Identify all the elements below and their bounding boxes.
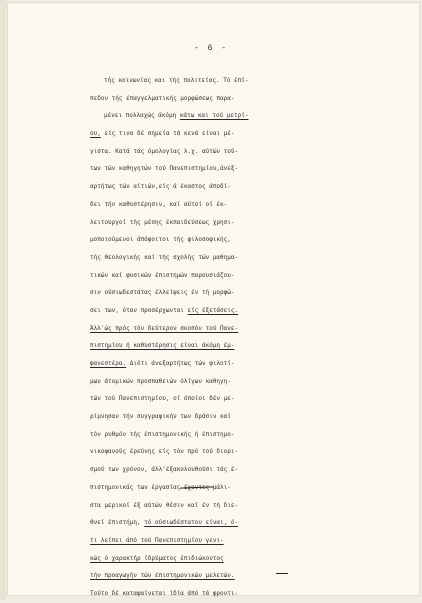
line-text: μων άτομικών προσπαθειών όλίγων καθηγη- <box>90 377 231 385</box>
line-text: σμού των χρόνον, άλλ'έξακολουθούσι τάς έ- <box>90 466 239 474</box>
text-line <box>90 514 410 532</box>
line-text: τικών καί φυσικών έπιστημών παρουσιάζου- <box>90 271 235 279</box>
underlined-text: φανεστέρα. <box>90 360 127 367</box>
line-text: τής θεολογικής καί τής σχολής τών μαθημα- <box>90 253 239 261</box>
text-line <box>90 107 410 125</box>
text-line <box>90 550 410 568</box>
underlined-text: τι λείπει άπό τού Πανεπιστημίου γενι- <box>90 536 224 544</box>
line-text: αρτήτως τών αίτιών,είς ά έκαστος άποδί- <box>90 183 231 191</box>
text-line <box>90 72 410 90</box>
line-text: στα μερικοί έξ αύτών θέσιν καί έν τή διε- <box>90 501 239 509</box>
line-text: δει τήν καθυστέρησιν, καί αύτοί οί έκ- <box>90 200 228 208</box>
text-line <box>90 160 410 178</box>
text-line <box>90 214 410 232</box>
text-line <box>90 284 410 302</box>
scan-edge <box>0 0 6 600</box>
text-line <box>90 390 410 408</box>
ink-underline-mark <box>276 573 288 574</box>
text-line <box>90 479 410 497</box>
underlined-text: κώς ό χαρακτήρ ίδρύματος έπιδιώκοντος <box>90 554 224 562</box>
text-line <box>90 267 410 285</box>
underlined-text: τό ούσιωδέστατον είναι, ό- <box>144 519 239 527</box>
typewritten-body <box>90 72 410 603</box>
line-text: λειτουργοί τής μέσης έκπαιδεύσεως χρησι- <box>90 218 235 226</box>
underlined-text: ου, <box>90 130 101 138</box>
line-text: τής κοινωνίας και τής πολιτείας. Τό έπί- <box>104 77 249 84</box>
text-line <box>90 337 410 355</box>
text-line <box>90 90 410 108</box>
text-line <box>90 302 410 320</box>
text-line <box>90 178 410 196</box>
underlined-text: Άλλ'ώς πρός τόν δεύτερον σκοπόν τού Πανε- <box>90 324 239 332</box>
text-line <box>90 196 410 214</box>
text-line <box>90 532 410 550</box>
line-text: είς τινα δέ σημεία τά κενά είναι μέ- <box>100 130 235 138</box>
text-line <box>90 443 410 461</box>
line-text: πεδον τής έπαγγελματικής μορφώσεως παρα- <box>90 94 235 102</box>
line-text: μένει πολλαχώς άκόμη <box>104 112 180 120</box>
underlined-text: κάτω και τού μετρί- <box>179 112 249 120</box>
text-line <box>90 143 410 161</box>
line-text: μοποιούμενοι άπόφοιτοι τής φιλοσοφικής, <box>90 236 231 244</box>
line-text: θνεί έπιστήμη, <box>90 519 145 527</box>
page-number: - 6 - <box>193 44 228 53</box>
line-text: τών τού Πανεπιστημίου, οί όποίοι δέν με- <box>90 395 235 403</box>
text-line <box>90 373 410 391</box>
underlined-text: πιστημίου ή καθυστέρησις είναι άκόμη έμ- <box>90 342 235 350</box>
text-line <box>90 461 410 479</box>
line-text: Τούτο δέ καταφαίνεται ίδία άπό τά φροντι- <box>90 589 239 597</box>
line-text: γιστα. Κατά τάς όμολογίας λ.χ. αύτών τού- <box>90 147 239 155</box>
text-line <box>90 567 410 585</box>
line-text: τόν ρυθμόν τής έπιστημονικής ή έπιστημο- <box>90 430 235 438</box>
line-text: ρίμνησαν τήν συγγραφικήν των δράσιν καί <box>90 413 231 421</box>
line-text: Διότι άνεξαρτήτως τών φιλοτί- <box>126 360 235 367</box>
line-text: σει των, όταν προσέρχωνται <box>90 306 188 314</box>
line-text: σιν ούσιωδεστάτας έλλείψεις έν τή μορφώ- <box>90 289 235 297</box>
text-line <box>90 497 410 515</box>
text-line <box>90 408 410 426</box>
line-text: των τών καθηγητών τού Πανεπιστημίου,άνεξ- <box>90 165 239 173</box>
text-line <box>90 231 410 249</box>
line-text: νικοφανούς έρεύνης είς τόν πρό τού διορι- <box>90 448 239 456</box>
underlined-text: τήν προαγωγήν τών έπιστημονικών μελετών. <box>90 572 235 580</box>
text-line <box>90 249 410 267</box>
text-line <box>90 426 410 444</box>
text-line <box>90 355 410 373</box>
underlined-text: είς έξετάσεις. <box>187 306 239 314</box>
line-text: πιστημονικάς των έργασίας έχοντες μάλι- <box>90 483 231 491</box>
text-line <box>90 320 410 338</box>
text-line <box>90 125 410 143</box>
